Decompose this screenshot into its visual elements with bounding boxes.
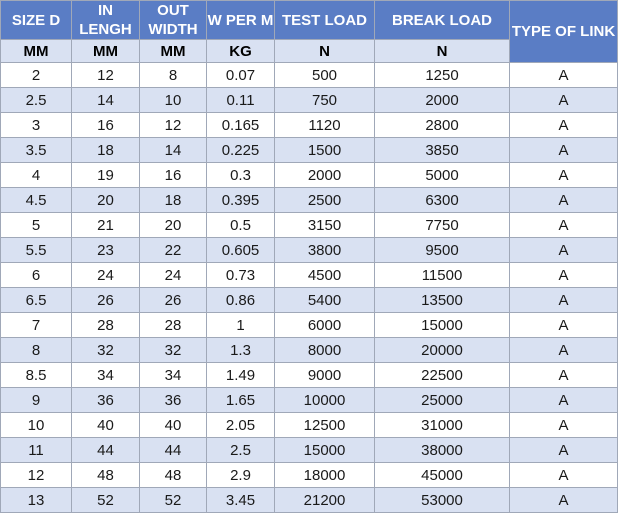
cell-weight-per-meter: 1 bbox=[207, 313, 275, 338]
unit-out-width: MM bbox=[140, 40, 207, 63]
cell-type-of-link: A bbox=[510, 113, 618, 138]
cell-out-width: 52 bbox=[140, 488, 207, 513]
cell-size-d: 8.5 bbox=[1, 363, 72, 388]
cell-break-load: 7750 bbox=[375, 213, 510, 238]
cell-test-load: 1120 bbox=[275, 113, 375, 138]
unit-in-length: MM bbox=[72, 40, 140, 63]
cell-out-width: 44 bbox=[140, 438, 207, 463]
cell-in-length: 14 bbox=[72, 88, 140, 113]
cell-in-length: 28 bbox=[72, 313, 140, 338]
cell-weight-per-meter: 0.07 bbox=[207, 63, 275, 88]
cell-weight-per-meter: 2.9 bbox=[207, 463, 275, 488]
cell-in-length: 19 bbox=[72, 163, 140, 188]
cell-break-load: 20000 bbox=[375, 338, 510, 363]
cell-in-length: 23 bbox=[72, 238, 140, 263]
table-row bbox=[1, 163, 618, 188]
col-header-weight-per-meter: W PER M bbox=[207, 1, 275, 40]
cell-break-load: 2800 bbox=[375, 113, 510, 138]
cell-test-load: 3800 bbox=[275, 238, 375, 263]
cell-type-of-link: A bbox=[510, 88, 618, 113]
cell-break-load: 31000 bbox=[375, 413, 510, 438]
col-header-test-load: TEST LOAD bbox=[275, 1, 375, 40]
cell-test-load: 750 bbox=[275, 88, 375, 113]
cell-test-load: 6000 bbox=[275, 313, 375, 338]
table-row bbox=[1, 188, 618, 213]
cell-type-of-link: A bbox=[510, 438, 618, 463]
col-header-type-of-link: TYPE OF LINK bbox=[510, 1, 618, 63]
table-row bbox=[1, 313, 618, 338]
cell-size-d: 9 bbox=[1, 388, 72, 413]
cell-in-length: 40 bbox=[72, 413, 140, 438]
table-body bbox=[1, 63, 618, 513]
cell-size-d: 5 bbox=[1, 213, 72, 238]
cell-weight-per-meter: 0.11 bbox=[207, 88, 275, 113]
cell-out-width: 12 bbox=[140, 113, 207, 138]
cell-break-load: 45000 bbox=[375, 463, 510, 488]
cell-type-of-link: A bbox=[510, 363, 618, 388]
cell-test-load: 1500 bbox=[275, 138, 375, 163]
cell-in-length: 48 bbox=[72, 463, 140, 488]
table-row bbox=[1, 438, 618, 463]
table-row bbox=[1, 263, 618, 288]
cell-type-of-link: A bbox=[510, 413, 618, 438]
cell-weight-per-meter: 0.5 bbox=[207, 213, 275, 238]
cell-size-d: 7 bbox=[1, 313, 72, 338]
header-row bbox=[1, 1, 618, 40]
cell-in-length: 12 bbox=[72, 63, 140, 88]
cell-break-load: 1250 bbox=[375, 63, 510, 88]
cell-weight-per-meter: 3.45 bbox=[207, 488, 275, 513]
cell-break-load: 53000 bbox=[375, 488, 510, 513]
cell-out-width: 26 bbox=[140, 288, 207, 313]
cell-size-d: 2 bbox=[1, 63, 72, 88]
cell-weight-per-meter: 1.49 bbox=[207, 363, 275, 388]
cell-weight-per-meter: 0.225 bbox=[207, 138, 275, 163]
table-row bbox=[1, 113, 618, 138]
cell-type-of-link: A bbox=[510, 288, 618, 313]
cell-in-length: 16 bbox=[72, 113, 140, 138]
cell-weight-per-meter: 2.5 bbox=[207, 438, 275, 463]
table-row bbox=[1, 363, 618, 388]
cell-in-length: 32 bbox=[72, 338, 140, 363]
cell-test-load: 21200 bbox=[275, 488, 375, 513]
cell-out-width: 16 bbox=[140, 163, 207, 188]
cell-test-load: 2500 bbox=[275, 188, 375, 213]
unit-break-load: N bbox=[375, 40, 510, 63]
cell-weight-per-meter: 0.605 bbox=[207, 238, 275, 263]
cell-break-load: 5000 bbox=[375, 163, 510, 188]
col-header-size-d: SIZE D bbox=[1, 1, 72, 40]
col-header-out-width: OUT WIDTH bbox=[140, 1, 207, 40]
cell-type-of-link: A bbox=[510, 463, 618, 488]
table-row bbox=[1, 488, 618, 513]
cell-weight-per-meter: 0.165 bbox=[207, 113, 275, 138]
cell-break-load: 3850 bbox=[375, 138, 510, 163]
cell-out-width: 28 bbox=[140, 313, 207, 338]
cell-test-load: 15000 bbox=[275, 438, 375, 463]
cell-type-of-link: A bbox=[510, 138, 618, 163]
cell-size-d: 6 bbox=[1, 263, 72, 288]
cell-weight-per-meter: 1.3 bbox=[207, 338, 275, 363]
cell-in-length: 44 bbox=[72, 438, 140, 463]
cell-size-d: 8 bbox=[1, 338, 72, 363]
cell-weight-per-meter: 0.86 bbox=[207, 288, 275, 313]
cell-break-load: 15000 bbox=[375, 313, 510, 338]
cell-in-length: 21 bbox=[72, 213, 140, 238]
cell-out-width: 18 bbox=[140, 188, 207, 213]
cell-break-load: 11500 bbox=[375, 263, 510, 288]
cell-weight-per-meter: 0.3 bbox=[207, 163, 275, 188]
unit-size-d: MM bbox=[1, 40, 72, 63]
cell-type-of-link: A bbox=[510, 338, 618, 363]
cell-out-width: 32 bbox=[140, 338, 207, 363]
table-row bbox=[1, 463, 618, 488]
cell-test-load: 8000 bbox=[275, 338, 375, 363]
table-row bbox=[1, 63, 618, 88]
cell-in-length: 18 bbox=[72, 138, 140, 163]
cell-weight-per-meter: 0.395 bbox=[207, 188, 275, 213]
cell-type-of-link: A bbox=[510, 263, 618, 288]
table-row bbox=[1, 238, 618, 263]
cell-test-load: 500 bbox=[275, 63, 375, 88]
cell-type-of-link: A bbox=[510, 188, 618, 213]
cell-type-of-link: A bbox=[510, 213, 618, 238]
cell-test-load: 5400 bbox=[275, 288, 375, 313]
col-header-break-load: BREAK LOAD bbox=[375, 1, 510, 40]
table-row bbox=[1, 213, 618, 238]
cell-test-load: 3150 bbox=[275, 213, 375, 238]
cell-test-load: 2000 bbox=[275, 163, 375, 188]
cell-type-of-link: A bbox=[510, 163, 618, 188]
cell-weight-per-meter: 2.05 bbox=[207, 413, 275, 438]
cell-break-load: 25000 bbox=[375, 388, 510, 413]
cell-test-load: 10000 bbox=[275, 388, 375, 413]
cell-break-load: 6300 bbox=[375, 188, 510, 213]
cell-out-width: 48 bbox=[140, 463, 207, 488]
cell-in-length: 26 bbox=[72, 288, 140, 313]
unit-weight-per-meter: KG bbox=[207, 40, 275, 63]
cell-in-length: 36 bbox=[72, 388, 140, 413]
cell-in-length: 20 bbox=[72, 188, 140, 213]
cell-type-of-link: A bbox=[510, 488, 618, 513]
table-row bbox=[1, 138, 618, 163]
cell-size-d: 5.5 bbox=[1, 238, 72, 263]
cell-size-d: 10 bbox=[1, 413, 72, 438]
cell-out-width: 14 bbox=[140, 138, 207, 163]
cell-size-d: 12 bbox=[1, 463, 72, 488]
cell-out-width: 24 bbox=[140, 263, 207, 288]
cell-size-d: 4.5 bbox=[1, 188, 72, 213]
cell-out-width: 34 bbox=[140, 363, 207, 388]
cell-out-width: 22 bbox=[140, 238, 207, 263]
cell-size-d: 11 bbox=[1, 438, 72, 463]
cell-size-d: 4 bbox=[1, 163, 72, 188]
cell-type-of-link: A bbox=[510, 63, 618, 88]
cell-out-width: 40 bbox=[140, 413, 207, 438]
table-row bbox=[1, 88, 618, 113]
cell-break-load: 22500 bbox=[375, 363, 510, 388]
cell-size-d: 6.5 bbox=[1, 288, 72, 313]
cell-type-of-link: A bbox=[510, 238, 618, 263]
cell-size-d: 3 bbox=[1, 113, 72, 138]
cell-weight-per-meter: 0.73 bbox=[207, 263, 275, 288]
table-row bbox=[1, 388, 618, 413]
cell-break-load: 9500 bbox=[375, 238, 510, 263]
cell-size-d: 3.5 bbox=[1, 138, 72, 163]
cell-test-load: 12500 bbox=[275, 413, 375, 438]
cell-break-load: 38000 bbox=[375, 438, 510, 463]
cell-break-load: 2000 bbox=[375, 88, 510, 113]
table-row bbox=[1, 288, 618, 313]
col-header-in-length: IN LENGH bbox=[72, 1, 140, 40]
table-row bbox=[1, 338, 618, 363]
cell-out-width: 36 bbox=[140, 388, 207, 413]
cell-in-length: 24 bbox=[72, 263, 140, 288]
table-row bbox=[1, 413, 618, 438]
cell-test-load: 4500 bbox=[275, 263, 375, 288]
cell-weight-per-meter: 1.65 bbox=[207, 388, 275, 413]
cell-test-load: 18000 bbox=[275, 463, 375, 488]
cell-type-of-link: A bbox=[510, 388, 618, 413]
cell-type-of-link: A bbox=[510, 313, 618, 338]
cell-in-length: 52 bbox=[72, 488, 140, 513]
cell-out-width: 20 bbox=[140, 213, 207, 238]
cell-out-width: 10 bbox=[140, 88, 207, 113]
cell-break-load: 13500 bbox=[375, 288, 510, 313]
unit-test-load: N bbox=[275, 40, 375, 63]
cell-out-width: 8 bbox=[140, 63, 207, 88]
cell-size-d: 2.5 bbox=[1, 88, 72, 113]
cell-in-length: 34 bbox=[72, 363, 140, 388]
cell-size-d: 13 bbox=[1, 488, 72, 513]
cell-test-load: 9000 bbox=[275, 363, 375, 388]
